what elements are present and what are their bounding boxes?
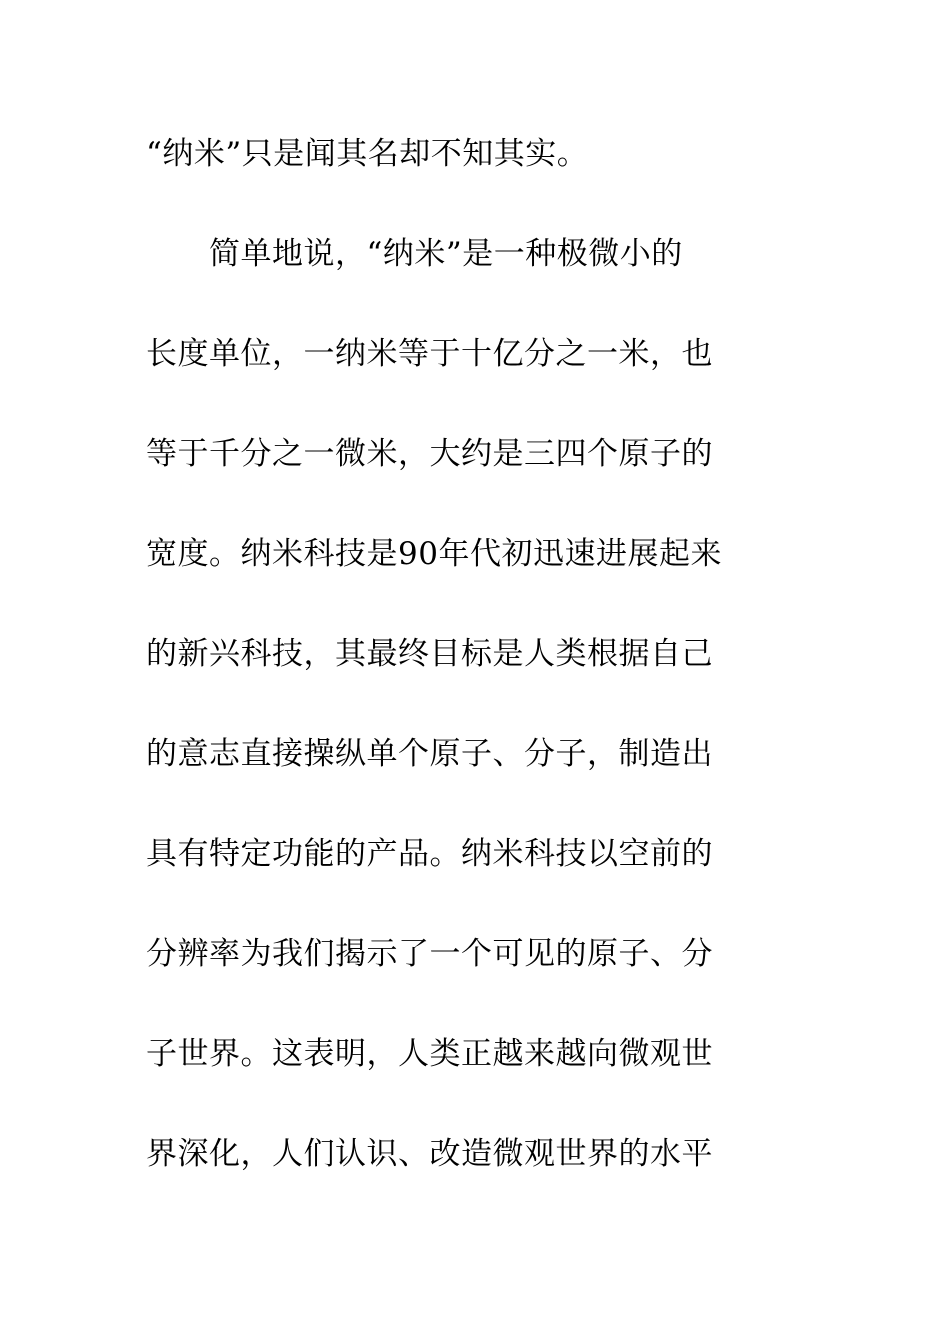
text-line-3: 长度单位，一纳米等于十亿分之一米，也 [146, 336, 713, 372]
text-line-7: 的意志直接操纵单个原子、分子，制造出 [146, 736, 713, 772]
text-line-4: 等于千分之一微米，大约是三四个原子的 [146, 436, 713, 472]
text-line-5: 宽度。纳米科技是90年代初迅速进展起来 [146, 536, 722, 572]
text-line-1: “纳米”只是闻其名却不知其实。 [146, 136, 589, 172]
text-line-8: 具有特定功能的产品。纳米科技以空前的 [146, 836, 713, 872]
text-line-11: 界深化，人们认识、改造微观世界的水平 [146, 1136, 713, 1172]
document-body [146, 124, 806, 1224]
text-line-2: 简单地说，“纳米”是一种极微小的 [146, 236, 683, 272]
text-line-10: 子世界。这表明，人类正越来越向微观世 [146, 1036, 713, 1072]
text-line-9: 分辨率为我们揭示了一个可见的原子、分 [146, 936, 713, 972]
text-line-6: 的新兴科技，其最终目标是人类根据自己 [146, 636, 713, 672]
